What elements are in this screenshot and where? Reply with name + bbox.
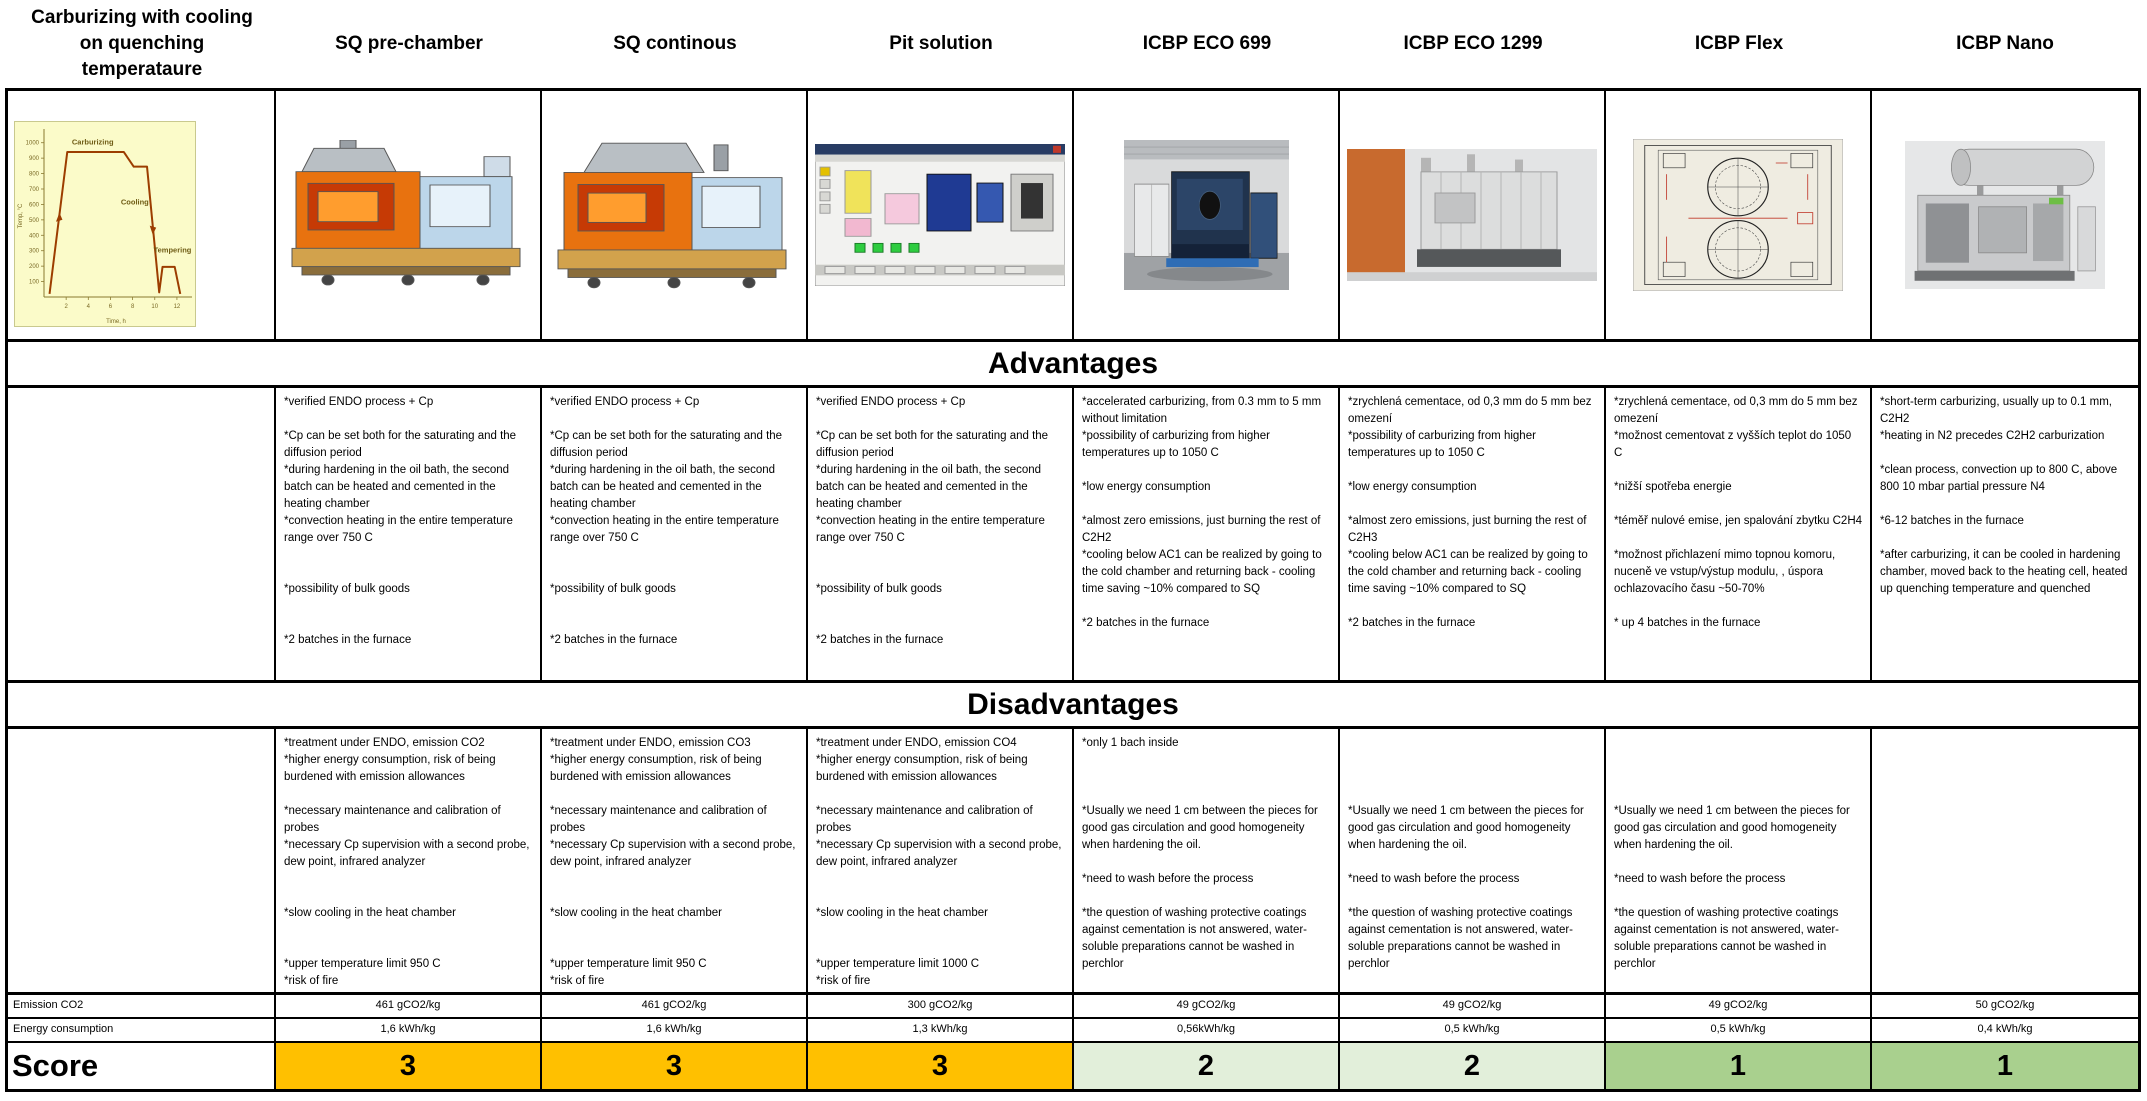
blank-line [550,411,798,428]
image-cell-icbp-nano [1872,91,2138,339]
energy-row [8,1019,2138,1043]
pit-solution-image [815,144,1065,286]
blank-line [284,786,532,803]
blank-line [1348,786,1596,803]
blank-line [1348,888,1596,905]
disadvantage-item: *risk of fire [284,975,339,987]
blank-line [816,786,1064,803]
table-body [5,88,2141,1092]
advantages-cell-sq-continous [542,388,808,680]
blank-line [1082,462,1330,479]
energy-value: 0,5 kWh/kg [1606,1019,1872,1041]
y-tick-label: 900 [28,156,39,163]
blank-line [1082,752,1330,769]
blank-line [816,564,1064,581]
temperature-profile-chart [14,121,196,327]
emission-value: 49 gCO2/kg [1340,995,1606,1017]
column-header-icbp-eco-699: ICBP ECO 699 [1142,33,1272,54]
blank-line [1614,462,1862,479]
advantage-item: *during hardening in the oil bath, the second batch can be heated and cemented in the heating chamber [550,464,776,510]
advantages-cell-icbp-flex [1606,388,1872,680]
chart-annotation: Tempering [153,245,192,255]
advantages-cell-icbp-eco-699 [1074,388,1340,680]
advantage-item: *low energy consumption [1082,481,1211,493]
advantage-item: *convection heating in the entire temperature range over 750 C [816,515,1045,544]
blank-line [1614,735,1862,752]
blank-line [284,564,532,581]
energy-value: 0,4 kWh/kg [1977,1023,2033,1035]
blank-line [1348,735,1596,752]
energy-value: 1,6 kWh/kg [542,1019,808,1041]
comparison-table [5,0,2143,1092]
advantage-item: * up 4 batches in the furnace [1614,617,1761,629]
advantage-item: *short-term carburizing, usually up to 0.1 mm, C2H2 [1880,396,2113,425]
advantage-item: *Cp can be set both for the saturating and the diffusion period [550,430,783,459]
disadvantage-item: *the question of washing protective coatings against cementation is not answered, water-soluble preparations cannot be washed in perchlor [1082,907,1308,970]
disadvantages-cell-icbp-nano [1872,729,2138,992]
advantage-item: *almost zero emissions, just burning the rest of C2H3 [1348,515,1587,544]
process-chart-cell [8,91,276,339]
energy-value: 1,3 kWh/kg [808,1019,1074,1041]
blank-line [816,615,1064,632]
disadvantage-item: *higher energy consumption, risk of being burdened with emission allowances [284,754,496,783]
disadvantage-item: *risk of fire [816,975,871,987]
image-cell-icbp-flex [1606,91,1872,339]
advantage-item: *heating in N2 precedes C2H2 carburization [1880,430,2105,442]
advantage-item: *2 batches in the furnace [1348,617,1476,629]
disadvantage-item: *upper temperature limit 1000 C [816,958,979,970]
sq-continous-image [554,138,794,293]
advantage-item: *Cp can be set both for the saturating and the diffusion period [816,430,1049,459]
image-cell-icbp-eco-1299 [1340,91,1606,339]
disadvantage-item: *necessary Cp supervision with a second probe, dew point, infrared analyzer [550,839,796,868]
blank-line [1348,854,1596,871]
advantage-item: *cooling below AC1 can be realized by going to the cold chamber and returning back - cooling time saving ~10% compared to SQ [1348,549,1588,595]
x-tick-label: 6 [108,304,113,310]
column-header-pit-solution: Pit solution [889,33,993,54]
column-header-icbp-eco-1299: ICBP ECO 1299 [1403,33,1543,54]
blank-line [550,615,798,632]
x-tick-label: 10 [151,304,159,310]
score-cell-icbp-nano: 1 [1872,1043,2138,1089]
blank-line [550,871,798,888]
disadvantage-item: *necessary maintenance and calibration of probes [550,805,767,834]
disadvantage-item: *treatment under ENDO, emission CO2 [284,737,485,749]
y-tick-label: 400 [28,233,39,240]
blank-line [1614,854,1862,871]
column-header-sq-pre-chamber: SQ pre-chamber [335,33,483,54]
advantage-item: *2 batches in the furnace [284,634,412,646]
icbp-nano-image [1905,141,2105,289]
blank-line [284,939,532,956]
icbp-eco-1299-image [1347,149,1597,281]
y-tick-label: 200 [28,264,39,271]
advantage-item: *possibility of bulk goods [284,583,410,595]
disadvantage-item: *higher energy consumption, risk of being burdened with emission allowances [550,754,762,783]
x-tick-label: 8 [130,304,135,310]
advantage-item: *verified ENDO process + Cp [550,396,700,408]
advantages-row [8,388,2138,683]
advantage-item: *possibility of bulk goods [550,583,676,595]
disadvantage-item: *need to wash before the process [1082,873,1254,885]
advantage-item: *nižší spotřeba energie [1614,481,1732,493]
score-cell-pit-solution: 3 [808,1043,1074,1089]
disadvantage-item: *upper temperature limit 950 C [550,958,707,970]
x-axis-label: Time, h [106,319,126,325]
disadvantages-cell-icbp-flex [1606,729,1872,992]
disadvantage-item: *treatment under ENDO, emission CO3 [550,737,751,749]
advantage-item: *during hardening in the oil bath, the second batch can be heated and cemented in the heating chamber [816,464,1042,510]
image-cell-icbp-eco-699 [1074,91,1340,339]
advantage-item: *after carburizing, it can be cooled in hardening chamber, moved back to the heating cell, heated up quenching temperature and quenched [1880,549,2128,595]
blank-line [1348,462,1596,479]
disadvantages-cell-icbp-eco-699 [1074,729,1340,992]
emission-value: 49 gCO2/kg [1606,995,1872,1017]
corner-title [8,0,276,88]
y-tick-label: 1000 [25,140,39,147]
disadvantage-item: *need to wash before the process [1614,873,1786,885]
y-tick-label: 100 [28,279,39,286]
blank-line [284,871,532,888]
blank-line [1614,598,1862,615]
disadvantage-item: *only 1 bach inside [1082,737,1179,749]
blank-line [284,615,532,632]
blank-line [1082,888,1330,905]
y-axis-label: Temp, °C [18,203,24,229]
emission-row-label: Emission CO2 [8,995,276,1017]
disadvantage-item: *slow cooling in the heat chamber [816,907,988,919]
blank-line [1348,598,1596,615]
blank-line [816,547,1064,564]
column-header-icbp-flex: ICBP Flex [1694,33,1784,54]
disadvantage-item: *necessary Cp supervision with a second probe, dew point, infrared analyzer [816,839,1062,868]
image-cell-sq-continous [542,91,808,339]
blank-line [816,888,1064,905]
blank-line [550,922,798,939]
blank-line [1880,445,2130,462]
energy-value: 1,6 kWh/kg [276,1019,542,1041]
disadvantages-cell-icbp-eco-1299 [1340,729,1606,992]
blank-line [1614,530,1862,547]
disadvantage-item: *Usually we need 1 cm between the pieces for good gas circulation and good homogeneity when hardening the oil. [1614,805,1850,851]
advantage-item: *clean process, convection up to 800 C, above 800 10 mbar partial pressure N4 [1880,464,2118,493]
emission-row [8,995,2138,1019]
score-cell-sq-continous: 3 [542,1043,808,1089]
score-cell-icbp-eco-699: 2 [1074,1043,1340,1089]
disadvantage-item: *risk of fire [550,975,605,987]
blank-line [550,547,798,564]
blank-line [284,598,532,615]
advantage-item: *low energy consumption [1348,481,1477,493]
blank-line [816,871,1064,888]
advantage-item: *verified ENDO process + Cp [284,396,434,408]
blank-line [550,939,798,956]
disadvantage-item: *treatment under ENDO, emission CO4 [816,737,1017,749]
advantage-item: *možnost přichlazení mimo topnou komoru, nuceně ve vstup/výstup modulu, , úspora ochlazovacího času ~50-70% [1614,549,1836,595]
blank-line [284,547,532,564]
blank-line [284,888,532,905]
advantages-cell-sq-pre-chamber [276,388,542,680]
blank-line [1082,854,1330,871]
disadvantages-cell-sq-continous [542,729,808,992]
disadvantage-item: *need to wash before the process [1348,873,1520,885]
advantage-item: *possibility of carburizing from higher temperatures up to 1050 C [1082,430,1270,459]
blank-line [1348,769,1596,786]
blank-line [284,411,532,428]
advantages-cell-pit-solution [808,388,1074,680]
blank-line [1082,496,1330,513]
disadvantage-item: *necessary maintenance and calibration of probes [816,805,1033,834]
advantages-cell-icbp-eco-1299 [1340,388,1606,680]
advantage-item: *zrychlená cementace, od 0,3 mm do 5 mm bez omezení [1348,396,1592,425]
disadvantages-row [8,729,2138,995]
emission-value: 50 gCO2/kg [1975,999,2035,1011]
disadvantages-section-header: Disadvantages [8,683,2138,729]
emission-value: 461 gCO2/kg [542,995,808,1017]
disadvantage-item: *Usually we need 1 cm between the pieces for good gas circulation and good homogeneity when hardening the oil. [1082,805,1318,851]
advantage-item: *2 batches in the furnace [816,634,944,646]
blank-line [1614,888,1862,905]
image-cell-sq-pre-chamber [276,91,542,339]
energy-row-label: Energy consumption [8,1019,276,1041]
y-tick-label: 600 [28,202,39,209]
disadvantages-cell-sq-pre-chamber [276,729,542,992]
blank-line [1614,752,1862,769]
images-row [8,91,2138,342]
advantage-item: *2 batches in the furnace [1082,617,1210,629]
chart-annotation: Carburizing [71,137,114,147]
image-cell-pit-solution [808,91,1074,339]
advantages-label-spacer-cell [8,388,276,680]
advantage-item: *zrychlená cementace, od 0,3 mm do 5 mm bez omezení [1614,396,1858,425]
corner-title-line: Carburizing with cooling [31,7,253,28]
advantage-item: *Cp can be set both for the saturating and the diffusion period [284,430,517,459]
advantage-item: *possibility of bulk goods [816,583,942,595]
advantage-item: *možnost cementovat z vyšších teplot do 1050 C [1614,430,1852,459]
icbp-flex-image [1633,139,1843,291]
score-cell-sq-pre-chamber: 3 [276,1043,542,1089]
blank-line [1082,769,1330,786]
emission-value: 461 gCO2/kg [276,995,542,1017]
x-tick-label: 12 [173,304,181,310]
disadvantage-item: *the question of washing protective coatings against cementation is not answered, water-soluble preparations cannot be washed in perchlor [1348,907,1574,970]
score-row [8,1043,2138,1089]
blank-line [1614,786,1862,803]
disadvantages-label-spacer-cell [8,729,276,992]
advantage-item: *accelerated carburizing, from 0.3 mm to 5 mm without limitation [1082,396,1322,425]
advantages-section-header: Advantages [8,342,2138,388]
score-cell-icbp-flex: 1 [1606,1043,1872,1089]
x-tick-label: 4 [86,304,90,310]
advantage-item: *possibility of carburizing from higher temperatures up to 1050 C [1348,430,1536,459]
score-cell-icbp-eco-1299: 2 [1340,1043,1606,1089]
column-header-icbp-nano: ICBP Nano [1956,33,2054,54]
disadvantages-cell-pit-solution [808,729,1074,992]
blank-line [1348,496,1596,513]
blank-line [1614,496,1862,513]
y-tick-label: 500 [28,217,39,224]
disadvantage-item: *higher energy consumption, risk of being burdened with emission allowances [816,754,1028,783]
advantage-item: *6-12 batches in the furnace [1880,515,2024,527]
blank-line [550,888,798,905]
header-row [8,0,2143,88]
score-row-label: Score [8,1043,276,1089]
corner-title-line: temperataure [81,59,203,80]
blank-line [1614,769,1862,786]
emission-value: 300 gCO2/kg [808,995,1074,1017]
advantage-item: *verified ENDO process + Cp [816,396,966,408]
corner-title-line: on quenching [79,33,205,54]
energy-value: 0,56kWh/kg [1074,1019,1340,1041]
blank-line [1880,496,2130,513]
y-tick-label: 700 [28,187,39,193]
energy-value: 0,5 kWh/kg [1340,1019,1606,1041]
blank-line [816,939,1064,956]
disadvantage-item: *Usually we need 1 cm between the pieces for good gas circulation and good homogeneity when hardening the oil. [1348,805,1584,851]
advantage-item: *during hardening in the oil bath, the second batch can be heated and cemented in the heating chamber [284,464,510,510]
disadvantage-item: *upper temperature limit 950 C [284,958,441,970]
advantage-item: *2 batches in the furnace [550,634,678,646]
sq-pre-chamber-image [288,140,528,290]
advantage-item: *almost zero emissions, just burning the rest of C2H2 [1082,515,1321,544]
blank-line [1082,786,1330,803]
blank-line [1082,598,1330,615]
blank-line [550,786,798,803]
blank-line [816,598,1064,615]
y-tick-label: 800 [28,171,39,178]
advantages-cell-icbp-nano [1872,388,2138,680]
chart-annotation: Cooling [120,197,149,207]
disadvantage-item: *necessary maintenance and calibration of probes [284,805,501,834]
y-tick-label: 300 [28,248,39,255]
blank-line [816,411,1064,428]
disadvantage-item: *necessary Cp supervision with a second probe, dew point, infrared analyzer [284,839,530,868]
disadvantage-item: *slow cooling in the heat chamber [284,907,456,919]
emission-value: 49 gCO2/kg [1074,995,1340,1017]
icbp-eco-699-image [1124,140,1289,290]
advantage-item: *convection heating in the entire temperature range over 750 C [550,515,779,544]
advantage-item: *téměř nulové emise, jen spalování zbytku C2H4 [1614,515,1863,527]
disadvantage-item: *slow cooling in the heat chamber [550,907,722,919]
blank-line [550,598,798,615]
column-header-sq-continous: SQ continous [613,33,737,54]
blank-line [816,922,1064,939]
blank-line [1348,752,1596,769]
blank-line [1880,530,2130,547]
disadvantage-item: *the question of washing protective coatings against cementation is not answered, water-soluble preparations cannot be washed in perchlor [1614,907,1840,970]
blank-line [550,564,798,581]
x-tick-label: 2 [64,304,68,310]
blank-line [284,922,532,939]
advantage-item: *cooling below AC1 can be realized by going to the cold chamber and returning back - cooling time saving ~10% compared to SQ [1082,549,1322,595]
advantage-item: *convection heating in the entire temperature range over 750 C [284,515,513,544]
